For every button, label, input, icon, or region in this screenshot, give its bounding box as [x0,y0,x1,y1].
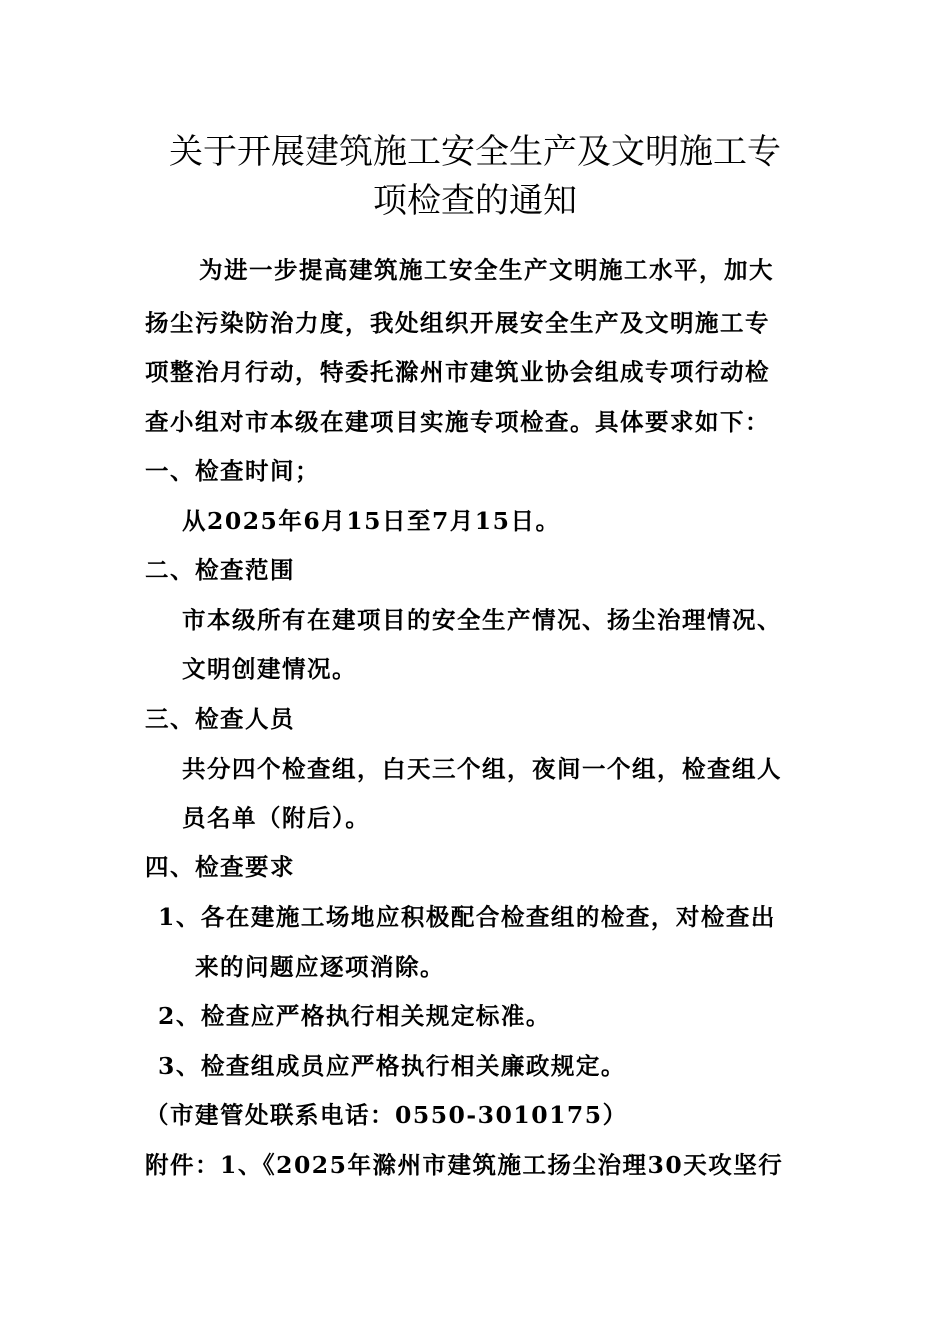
section-2-body-2: 文明创建情况。 [182,655,357,683]
section-4-item-2: 2、检查应严格执行相关规定标准。 [158,1002,551,1030]
document-title-line-2: 项检查的通知 [373,181,577,221]
section-1-heading: 一、检查时间； [145,457,320,485]
section-4-heading: 四、检查要求 [145,853,295,881]
section-4-item-3: 3、检查组成员应严格执行相关廉政规定。 [158,1052,626,1080]
contact-line: （市建管处联系电话：0550-3010175） [145,1101,628,1129]
section-3-body-1: 共分四个检查组，白天三个组，夜间一个组，检查组人 [182,755,782,783]
section-1-body: 从2025年6月15日至7月15日。 [182,507,561,535]
section-3-heading: 三、检查人员 [145,705,295,733]
section-3-body-2: 员名单（附后）。 [182,804,371,832]
intro-line-3: 项整治月行动，特委托滁州市建筑业协会组成专项行动检 [145,358,770,386]
intro-line-4: 查小组对市本级在建项目实施专项检查。具体要求如下： [145,408,770,436]
attachment-line: 附件：1、《2025年滁州市建筑施工扬尘治理30天攻坚行 [145,1151,784,1179]
section-2-heading: 二、检查范围 [145,556,295,584]
intro-line-1: 为进一步提高建筑施工安全生产文明施工水平，加大 [199,256,774,284]
document-title-line-1: 关于开展建筑施工安全生产及文明施工专 [169,132,781,172]
section-4-item-1-cont: 来的问题应逐项消除。 [195,953,445,981]
section-2-body-1: 市本级所有在建项目的安全生产情况、扬尘治理情况、 [182,606,782,634]
intro-line-2: 扬尘污染防治力度，我处组织开展安全生产及文明施工专 [145,309,770,337]
section-4-item-1: 1、各在建施工场地应积极配合检查组的检查，对检查出 [158,903,776,931]
